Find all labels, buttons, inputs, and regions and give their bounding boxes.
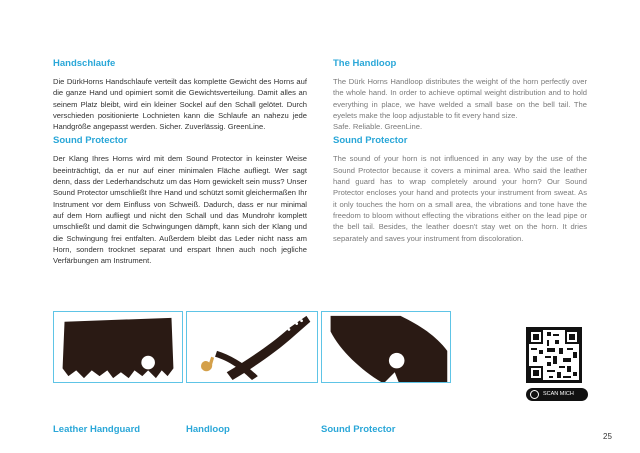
caption-sound-protector: Sound Protector (321, 424, 396, 435)
sound-protector-illustration (322, 312, 450, 382)
caption-leather-handguard: Leather Handguard (53, 424, 141, 435)
sound-protector-image (321, 311, 451, 383)
leather-handguard-image (53, 311, 183, 383)
qr-code[interactable] (526, 327, 582, 383)
german-column (53, 58, 307, 266)
handloop-text-de: Die DürkHorns Handschlaufe verteilt das komplette Gewicht des Horns auf die ganze Hand und opimiert somit die Gewichtsverteilung. Damit alles an seinem Platz bleibt, wird ein kleiner Sockel auf den Schall gelötet. Durch verschieden positionierte Lochnieten kann die Schlaufe an nahezu jede Handgröße angepasst werden. Sicher. Zuverlässig. GreenLine. (53, 77, 307, 132)
handloop-tagline-en: Safe. Reliable. GreenLine. (333, 122, 423, 132)
english-column (333, 58, 587, 244)
handloop-text-en (333, 76, 587, 132)
caption-handloop: Handloop (186, 424, 230, 435)
handloop-image (186, 311, 318, 383)
protector-text-de: Der Klang Ihres Horns wird mit dem Sound Protector in keinster Weise beeinträchtigt, da er nur auf einer minimalen Fläche aufliegt. Wer sagt denn, dass der Lederhandschutz um das Horn gewickelt sein muss? Unser Sound Protector umschließt Ihre Hand und schützt somit gleichermaßen Ihr Instrument vor dem Einfluss von Schweiß. Dadurch, dass er nur minimal auf dem Horn aufliegt und nicht den Schall und das Mundrohr komplett umschließt und damit die Schwingungen dämpft, kann sich der Klang und die Schwingung frei entfalten. Außerdem bleibt das Leder nicht nass am Horn, sondern trocknet separat und erspart Ihnen auch noch jegliche Verfärbungen am Instrument. (53, 154, 307, 266)
protector-text-en: The sound of your horn is not influenced in any way by the use of the Sound Protector because it covers a minimal area. Who said the leather hand guard has to wrap completely around your horn? Our Sound Protector encloses your hand and protects your instrument from sweat. As it only touches the horn on a small area, the vibrations and tone have the freedom to bloom without effecting the vibrations either on the lead pipe or the bell tail. Besides, the leather doesn't stay wet on the horn. It dries separately and saves your instrument from discoloration. (333, 154, 587, 243)
handloop-body-en: The Dürk Horns Handloop distributes the weight of the horn perfectly over the whole hand. In order to achieve optimal weight distribution and to hold everything in place, we have welded a small base on the bell tail. The eyelets make the loop adjustable to fit every hand size. (333, 77, 587, 120)
handloop-heading-en: The Handloop (333, 58, 397, 69)
protector-heading-en: Sound Protector (333, 135, 408, 147)
handloop-illustration (187, 312, 317, 382)
page-number: 25 (603, 432, 612, 441)
leather-handguard-illustration (54, 312, 182, 382)
scan-label: SCAN MICH (543, 391, 574, 397)
qr-code-pattern (529, 330, 579, 380)
handloop-heading-de: Handschlaufe (53, 58, 116, 69)
protector-heading-de: Sound Protector (53, 135, 128, 147)
scan-icon (530, 390, 539, 399)
scan-badge[interactable] (526, 388, 588, 401)
